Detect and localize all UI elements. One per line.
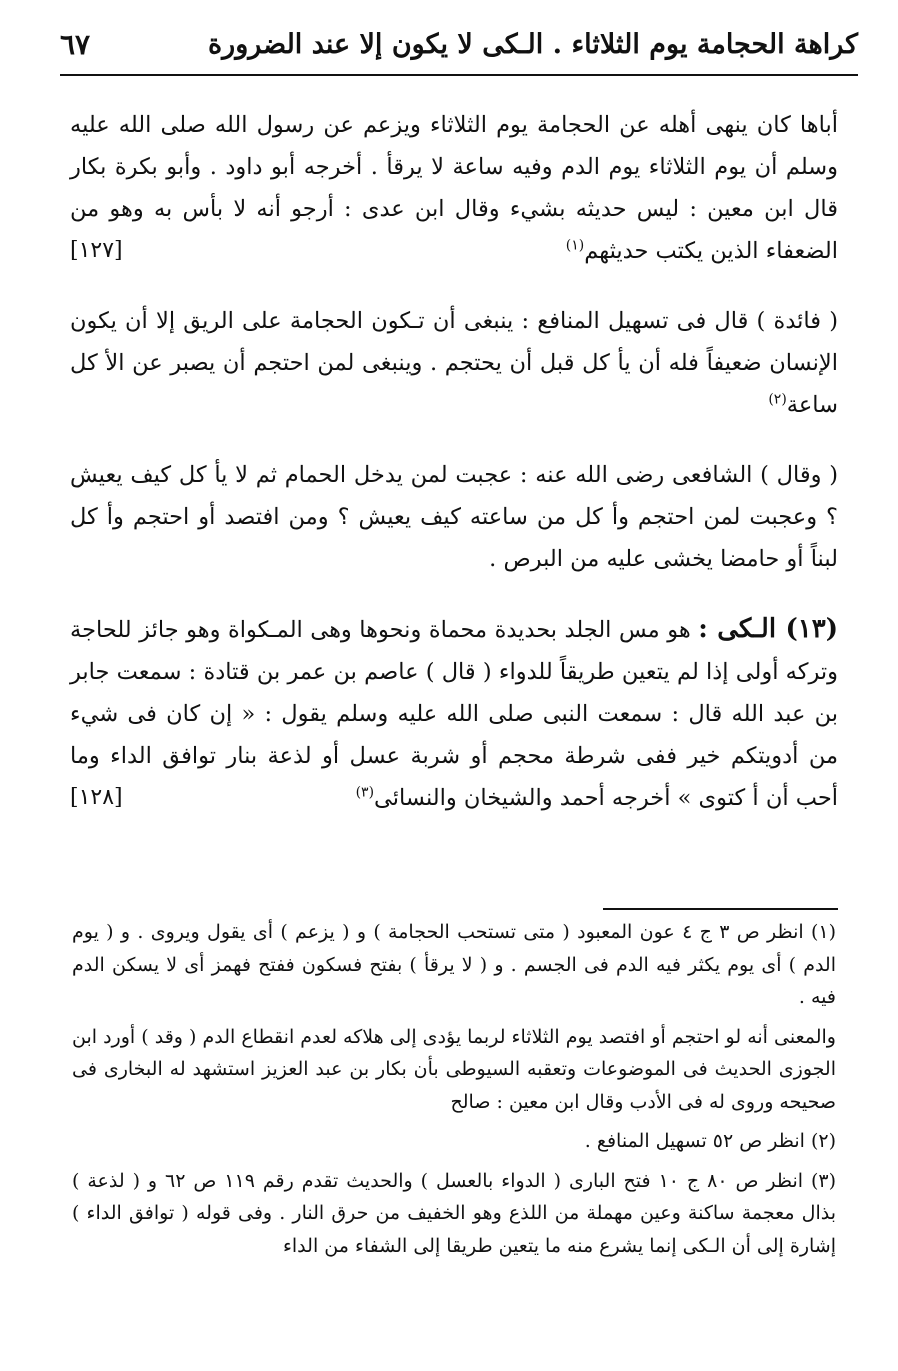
footnote-mark: (٢) xyxy=(768,391,787,408)
paragraph-text: ( فائدة ) قال فى تسهيل المنافع : ينبغى أن تـكون الحجامة على الريق إلا أن يكون الإنسان ضعيفاً فله أن يأ كل قبل أن يحتجم . وينبغى لمن احتجم أن يصبر عن الأ كل ساعة xyxy=(70,308,838,418)
main-text xyxy=(70,104,838,847)
hadith-number: [١٢٨] xyxy=(70,785,123,810)
footnote-mark: (٣) xyxy=(355,784,375,801)
page-number: ٦٧ xyxy=(60,27,91,61)
paragraph-3 xyxy=(70,454,838,580)
footnote-3: (٣) انظر ص ٨٠ ج ١٠ فتح البارى ( الدواء بالعسل ) والحديث تقدم رقم ١١٩ ص ٦٢ و ( لذعة ) بذال معجمة ساكنة وعين مهملة من اللذع وهو الخفيف من حرق النار . وفى قوله ( توافق الداء ) إشارة إلى أن الـكى إنما يشرع منه ما يتعين طريقا إلى الشفاء من الداء xyxy=(72,1169,837,1257)
footnote-2: (٢) انظر ص ٥٢ تسهيل المنافع . xyxy=(584,1130,836,1152)
paragraph-text: ( وقال ) الشافعى رضى الله عنه : عجبت لمن يدخل الحمام ثم لا يأ كل كيف يعيش ؟ وعجبت لمن احتجم وأ كل من ساعته كيف يعيش ؟ ومن افتصد أو احتجم وأ كل لبناً أو حامضا يخشى عليه من البرص . xyxy=(70,462,838,572)
running-header xyxy=(60,14,858,76)
paragraph-text: أباها كان ينهى أهله عن الحجامة يوم الثلاثاء ويزعم عن رسول الله صلى الله عليه وسلم أن يوم الثلاثاء يوم الدم وفيه ساعة لا يرقأ . أخرجه أبو داود . وأبو بكرة بكار قال ابن معين : ليس حديثه بشيء وقال ابن عدى : أرجو أنه لا بأس به وهو من الضعفاء الذين يكتب حديثهم xyxy=(70,112,838,264)
footnote-1-continued: والمعنى أنه لو احتجم أو افتصد يوم الثلاثاء لربما يؤدى إلى هلاكه لعدم انقطاع الدم ( وقد ) أورد ابن الجوزى الحديث فى الموضوعات وتعقبه السيوطى بأن بكار بن عبد العزيز استشهد له البخارى فى صحيحه وروى له فى الأدب وقال ابن معين : صالح xyxy=(72,1025,836,1113)
running-title: كراهة الحجامة يوم الثلاثاء . الـكى لا يكون إلا عند الضرورة xyxy=(208,28,858,60)
footnotes xyxy=(72,916,836,1269)
section-heading: (١٣) الـكى : xyxy=(698,614,839,644)
footnote-mark: (١) xyxy=(565,237,585,254)
paragraph-2 xyxy=(70,300,838,426)
paragraph-1 xyxy=(70,104,838,272)
paragraph-text: هو مس الجلد بحديدة محماة ونحوها وهى المـكواة وهو جائز للحاجة وتركه أولى إذا لم يتعين طريقاً للدواء ( قال ) عاصم بن عمر بن قتادة : سمعت جابر بن عبد الله قال : سمعت النبى صلى الله عليه وسلم يقول : « إن كان فى شيء من أدويتكم خير ففى شرطة محجم أو شربة عسل أو لذعة بنار توافق الداء وما أحب أن أ كتوى » أخرجه أحمد والشيخان والنسائى xyxy=(70,617,838,811)
hadith-number: [١٢٧] xyxy=(70,238,123,263)
paragraph-4 xyxy=(70,608,838,819)
footnote-separator xyxy=(603,908,838,910)
footnote-1: (١) انظر ص ٣ ج ٤ عون المعبود ( متى تستحب الحجامة ) و ( يزعم ) أى يقول ويروى . و ( يوم الدم ) أى يوم يكثر فيه الدم فى الجسم . و ( لا يرقأ ) بفتح فسكون ففتح فهمز أى لا يسكن الدم فيه . xyxy=(72,921,837,1008)
